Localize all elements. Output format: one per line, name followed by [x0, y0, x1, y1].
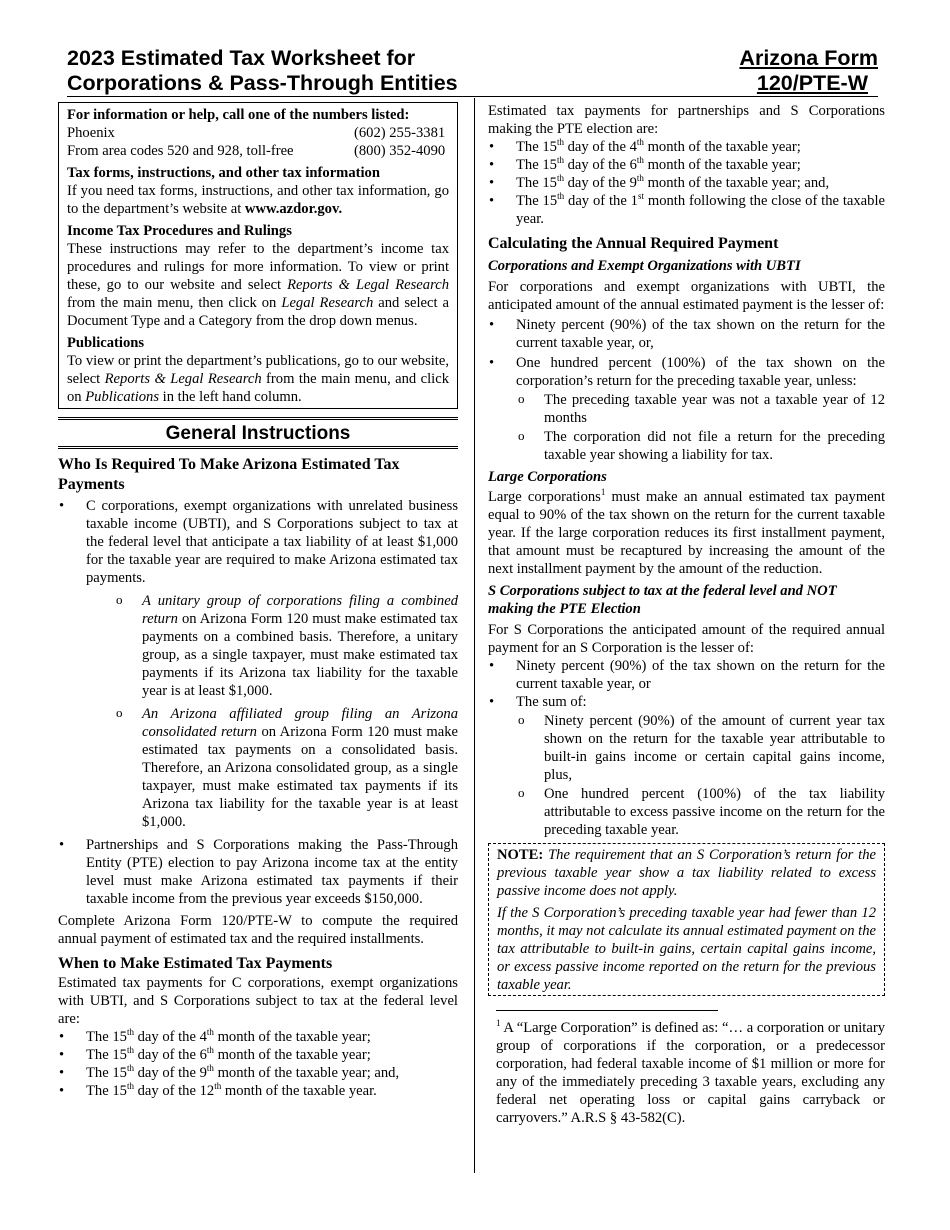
pte-dates-list — [488, 138, 885, 228]
phone-number: (602) 255-3381 — [354, 125, 446, 141]
complete-text: Complete Arizona Form 120/PTE-W to compute the required annual payment of estimated tax and the required installments. — [58, 913, 458, 947]
when-text: Estimated tax payments for C corporations, exempt organizations with UBTI, and S Corporations subject to tax at the federal level are: — [58, 975, 458, 1027]
note-text-2: If the S Corporation’s preceding taxable year had fewer than 12 months, it may not calculate its annual estimated payment on the tax attributable to built-in gains, certain capital gains income, or excess passive income reported on the return for the previous taxable year. — [497, 905, 876, 993]
list-item: • The 15th day of the 9th month of the taxable year; and, — [488, 174, 885, 192]
general-instructions-heading: General Instructions — [165, 423, 351, 444]
form-line-1: Arizona Form — [739, 46, 878, 70]
procedures-text: These instructions may refer to the department’s income tax procedures and rulings for more information. To view or print these, go to our website and select Reports & Legal Research from the main menu, then click on Legal Research and select a Document Type and a Category from the drop down menus. — [67, 241, 449, 329]
corp-text: For corporations and exempt organizations with UBTI, the anticipated amount of the annual estimated payment is the lesser of: — [488, 279, 885, 313]
corp-subheading: Corporations and Exempt Organizations with UBTI — [488, 258, 801, 274]
note-text-1: NOTE: The requirement that an S Corporation’s return for the previous taxable year show a tax liability related to excess passive income does not apply. — [497, 847, 876, 899]
list-item: • Partnerships and S Corporations making the Pass-Through Entity (PTE) election to pay Arizona income tax at the entity level must make Arizona estimated tax payments if their taxable income from the previous year exceeds $150,000. — [58, 836, 458, 908]
list-item: • The 15th day of the 6th month of the taxable year; — [488, 156, 885, 174]
sub-list — [488, 391, 885, 464]
list-item: o One hundred percent (100%) of the tax liability attributable to excess passive income on the return for the preceding taxable year. — [516, 785, 885, 839]
publications-heading: Publications — [67, 335, 145, 351]
form-line-2: 120/PTE-W — [756, 71, 868, 95]
note-box — [488, 843, 885, 996]
footnote-ref: 1 — [600, 487, 606, 498]
footnote-rule — [496, 1010, 718, 1011]
scorp-subheading: S Corporations subject to tax at the federal level and NOT making the PTE Election — [488, 583, 837, 617]
when-heading: When to Make Estimated Tax Payments — [58, 955, 333, 972]
form-id — [739, 46, 878, 96]
list-item: • The 15th day of the 9th month of the taxable year; and, — [58, 1064, 458, 1082]
forms-text: If you need tax forms, instructions, and other tax information, go to the department’s website at www.azdor.gov. — [67, 183, 449, 217]
list-item: • One hundred percent (100%) of the tax shown on the corporation’s return for the preceding taxable year, unless: o The preceding taxable year was not a taxable year of 12 months o The corporation did not file a return for the preceding taxable year showing a liability for tax. — [488, 354, 885, 464]
list-item: o Ninety percent (90%) of the amount of current year tax shown on the return for the taxable year attributable to built-in gains income or certain capital gains income, plus, — [516, 712, 885, 784]
header-rule — [67, 96, 878, 97]
right-column — [488, 102, 885, 1127]
pte-text: Estimated tax payments for partnerships and S Corporations making the PTE election are: — [488, 103, 885, 137]
sub-list — [488, 712, 885, 839]
column-divider — [474, 98, 475, 1173]
scorp-list — [488, 657, 885, 839]
list-item: • The 15th day of the 6th month of the taxable year; — [58, 1046, 458, 1064]
when-dates-list — [58, 1028, 458, 1100]
list-item: • The sum of: o Ninety percent (90%) of the amount of current year tax shown on the return for the taxable year attributable to built-in gains income or certain capital gains income, plus, o One hundred percent (100%) of the tax liability attributable to excess passive income on the return for the preceding taxable year. — [488, 693, 885, 839]
website-link[interactable]: www.azdor.gov. — [244, 201, 343, 217]
list-item: • C corporations, exempt organizations with unrelated business taxable income (UBTI), and S Corporations subject to tax at the federal level that anticipate a tax liability of at least $1,000 for the taxable year are required to make Arizona estimated tax payments. o A unitary group of corporations filing a combined return on Arizona Form 120 must make estimated tax payments on a combined basis. Therefore, a unitary group, as a single taxpayer, must make estimated tax payments if its Arizona tax liability for the taxable year is at least $1,000. o An Arizona affiliated group filing an Arizona consolidated return on Arizona Form 120 must make estimated tax payments on a consolidated basis. Therefore, an Arizona consolidated group, as a single taxpayer, must make estimated tax payments if its Arizona tax liability for the taxable year is at least $1,000. — [58, 497, 458, 831]
list-item: o The corporation did not file a return for the preceding taxable year showing a liability for tax. — [516, 428, 885, 464]
page-title — [67, 46, 458, 96]
publications-text: To view or print the department’s publications, go to our website, select Reports & Legal Research from the main menu, and click on Publications in the left hand column. — [67, 353, 449, 405]
list-item: • Ninety percent (90%) of the tax shown on the return for the current taxable year, or — [488, 657, 885, 693]
list-item: • The 15th day of the 4th month of the taxable year; — [58, 1028, 458, 1046]
phone-row — [67, 142, 449, 160]
sub-list — [86, 592, 458, 831]
scorp-text: For S Corporations the anticipated amount of the required annual payment for an S Corporation is the lesser of: — [488, 622, 885, 656]
forms-heading: Tax forms, instructions, and other tax information — [67, 165, 380, 181]
general-instructions-banner — [58, 417, 458, 449]
list-item: • The 15th day of the 12th month of the taxable year. — [58, 1082, 458, 1100]
large-text: Large corporations$^1$ must make an annual estimated tax payment equal to 90% of the tax shown on the return for the current taxable year. If the large corporation reduces its first installment payment, that amount must be recaptured by increasing the amount of the next installment payment by the amount of the reduction. — [488, 487, 886, 577]
list-item: • The 15th day of the 4th month of the taxable year; — [488, 138, 885, 156]
who-list — [58, 497, 458, 908]
procedures-heading: Income Tax Procedures and Rulings — [67, 223, 292, 239]
large-subheading: Large Corporations — [488, 469, 607, 485]
phone-label: From area codes 520 and 928, toll-free — [67, 143, 294, 159]
footnote: $^1$ A “Large Corporation” is defined as: “… a corporation or unitary group of corporations if the corporation, or a predecessor corporation, had federal taxable income of $1 million or more for any of the immediately preceding 3 taxable years, excluding any federal net operating loss or capital gains carryback or carryovers.” A.R.S § 43-582(C). — [496, 1018, 885, 1126]
who-heading: Who Is Required To Make Arizona Estimated Tax Payments — [58, 456, 400, 493]
info-box — [58, 102, 458, 409]
help-heading: For information or help, call one of the numbers listed: — [67, 107, 410, 123]
title-line-1: 2023 Estimated Tax Worksheet for — [67, 46, 416, 70]
phone-row — [67, 124, 449, 142]
list-item: o A unitary group of corporations filing a combined return on Arizona Form 120 must make estimated tax payments on a combined basis. Therefore, a unitary group, as a single taxpayer, must make estimated tax payments if its Arizona tax liability for the taxable year is at least $1,000. — [114, 592, 458, 700]
phone-label: Phoenix — [67, 125, 115, 141]
list-item: o An Arizona affiliated group filing an Arizona consolidated return on Arizona Form 120 must make estimated tax payments on a consolidated basis. Therefore, an Arizona consolidated group, as a single taxpayer, must make estimated tax payments if its Arizona tax liability for the taxable year is at least $1,000. — [114, 705, 458, 831]
left-column — [58, 102, 458, 1100]
phone-number: (800) 352-4090 — [354, 143, 446, 159]
list-item: o The preceding taxable year was not a taxable year of 12 months — [516, 391, 885, 427]
title-line-2: Corporations & Pass-Through Entities — [67, 71, 458, 95]
corp-list — [488, 316, 885, 464]
calc-heading: Calculating the Annual Required Payment — [488, 235, 779, 252]
list-item: • Ninety percent (90%) of the tax shown on the return for the current taxable year, or, — [488, 316, 885, 352]
list-item: • The 15th day of the 1st month following the close of the taxable year. — [488, 192, 885, 228]
